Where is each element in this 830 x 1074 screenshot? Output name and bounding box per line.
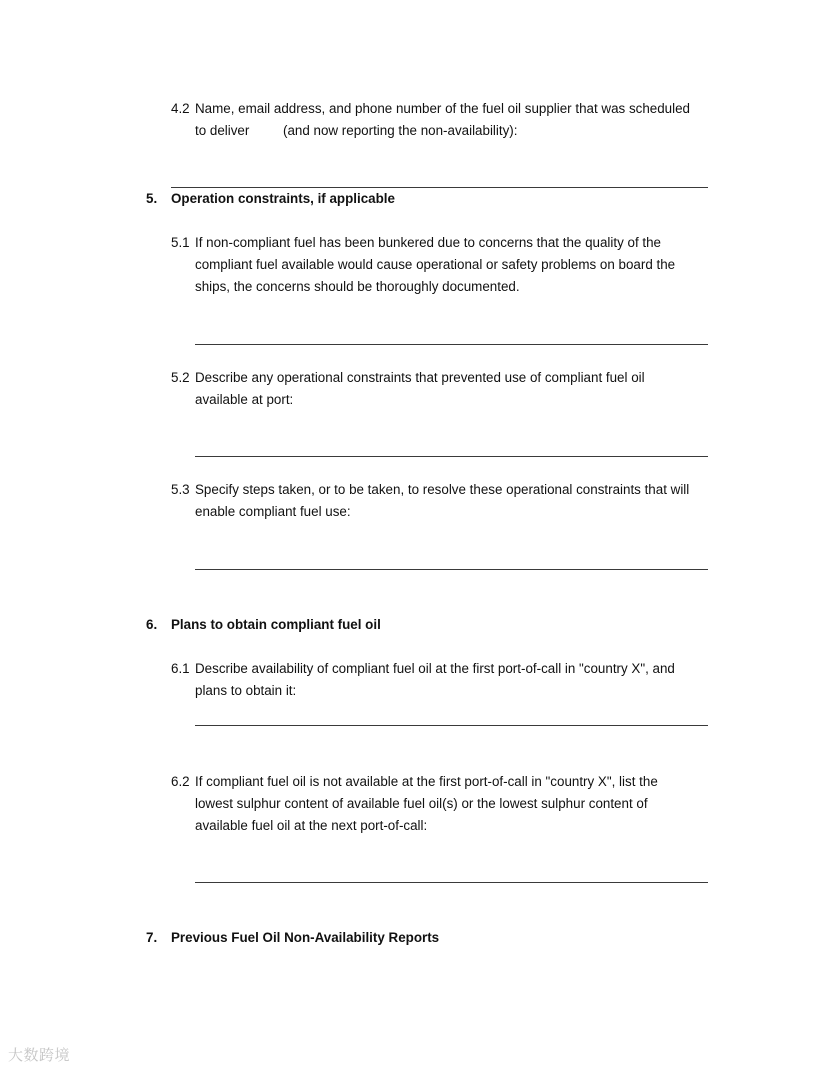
answer-line-6-1[interactable]	[195, 725, 708, 726]
section-6-1-number: 6.1	[171, 661, 190, 676]
section-5-2-text-line1: Describe any operational constraints that prevented use of compliant fuel oil	[195, 370, 645, 385]
section-6-2-number: 6.2	[171, 774, 190, 789]
watermark: 大数跨境	[8, 1047, 71, 1064]
section-5-2-number: 5.2	[171, 370, 190, 385]
section-7-heading: Previous Fuel Oil Non-Availability Reports	[171, 930, 440, 945]
section-5-1-text-line3: ships, the concerns should be thoroughly documented.	[195, 279, 520, 294]
section-5-3-number: 5.3	[171, 482, 190, 497]
section-4-2-number: 4.2	[171, 101, 190, 116]
section-5-1-text-line2: compliant fuel available would cause operational or safety problems on board the	[195, 257, 676, 272]
section-4-2-text-line2b: (and now reporting the non-availability):	[283, 123, 518, 138]
section-6-2-text-line3: available fuel oil at the next port-of-call:	[195, 818, 428, 833]
answer-line-5-2[interactable]	[195, 456, 708, 457]
section-6-2-text-line1: If compliant fuel oil is not available at the first port-of-call in "country X", list the	[195, 774, 658, 789]
section-5-3-text-line2: enable compliant fuel use:	[195, 504, 351, 519]
section-5-2-text-line2: available at port:	[195, 392, 294, 407]
section-7-number: 7.	[146, 930, 158, 945]
section-6-number: 6.	[146, 617, 158, 632]
section-5-heading: Operation constraints, if applicable	[171, 191, 395, 206]
section-6-1-text-line1: Describe availability of compliant fuel oil at the first port-of-call in "country X", and	[195, 661, 675, 676]
answer-line-5-1[interactable]	[195, 344, 708, 345]
section-5-number: 5.	[146, 191, 158, 206]
section-5-1-text-line1: If non-compliant fuel has been bunkered due to concerns that the quality of the	[195, 235, 662, 250]
answer-line-5-3[interactable]	[195, 569, 708, 570]
section-5-1-number: 5.1	[171, 235, 190, 250]
section-4-2-text-line1: Name, email address, and phone number of the fuel oil supplier that was scheduled	[195, 101, 691, 116]
section-6-2-text-line2: lowest sulphur content of available fuel oil(s) or the lowest sulphur content of	[195, 796, 648, 811]
section-6-heading: Plans to obtain compliant fuel oil	[171, 617, 381, 632]
section-6-1-text-line2: plans to obtain it:	[195, 683, 297, 698]
section-4-2-text-line2a: to deliver	[195, 123, 250, 138]
answer-line-6-2[interactable]	[195, 882, 708, 883]
section-5-3-text-line1: Specify steps taken, or to be taken, to resolve these operational constraints that will	[195, 482, 690, 497]
